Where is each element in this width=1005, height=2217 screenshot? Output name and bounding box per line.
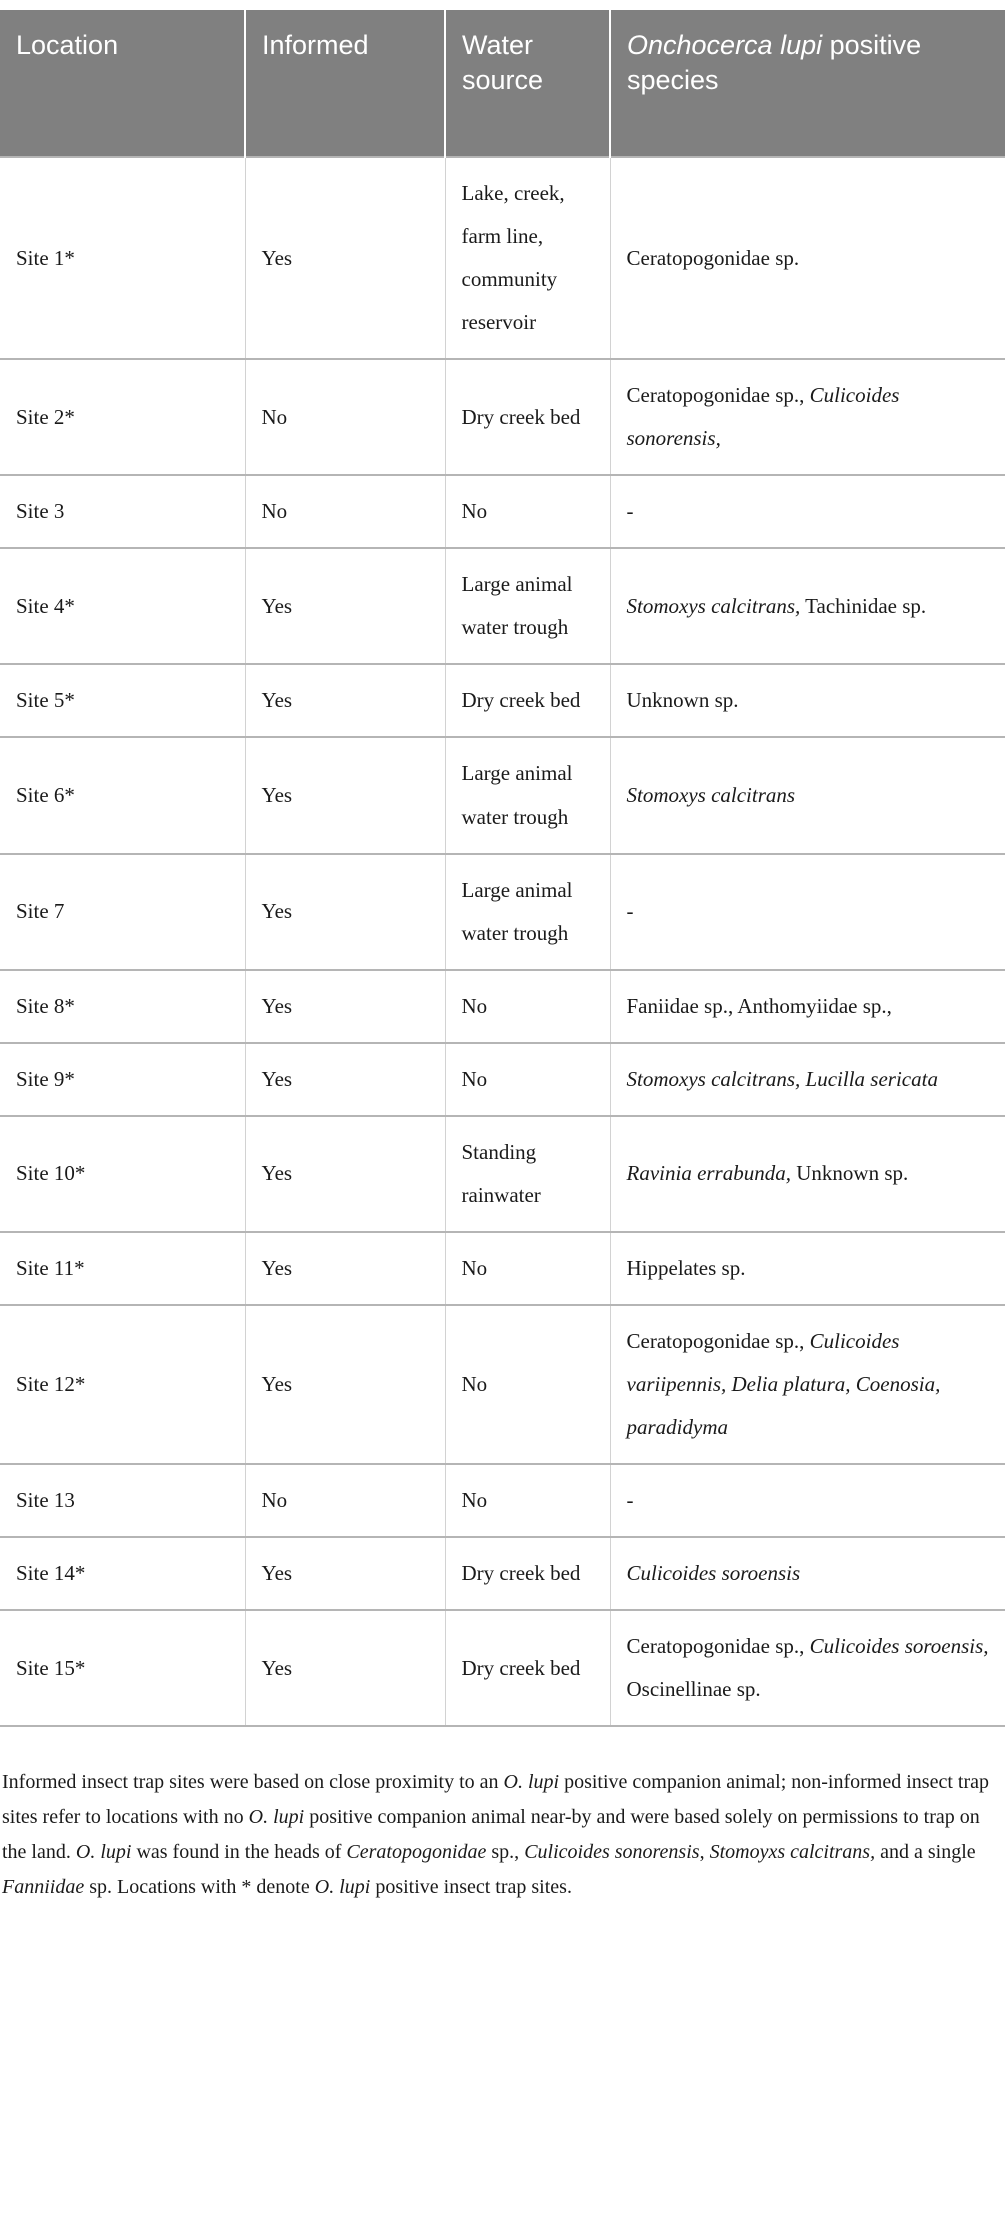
cell-water-source: Dry creek bed xyxy=(445,1537,610,1610)
table-row xyxy=(0,1116,1005,1232)
cell-informed: No xyxy=(245,359,445,475)
cell-informed: Yes xyxy=(245,1305,445,1464)
table-header xyxy=(0,10,1005,157)
cell-species: Hippelates sp. xyxy=(610,1232,1005,1305)
table-row xyxy=(0,359,1005,475)
cell-informed: Yes xyxy=(245,1043,445,1116)
cell-water-source: Dry creek bed xyxy=(445,1610,610,1726)
cell-informed: Yes xyxy=(245,854,445,970)
cell-informed: Yes xyxy=(245,157,445,359)
cell-location: Site 15* xyxy=(0,1610,245,1726)
cell-water-source: Large animal water trough xyxy=(445,854,610,970)
cell-water-source: Lake, creek, farm line, community reservoir xyxy=(445,157,610,359)
cell-location: Site 2* xyxy=(0,359,245,475)
cell-location: Site 6* xyxy=(0,737,245,853)
cell-water-source: No xyxy=(445,970,610,1043)
cell-location: Site 8* xyxy=(0,970,245,1043)
cell-informed: Yes xyxy=(245,1232,445,1305)
cell-species: Ceratopogonidae sp., Culicoides sonorensis, xyxy=(610,359,1005,475)
cell-informed: No xyxy=(245,475,445,548)
cell-location: Site 11* xyxy=(0,1232,245,1305)
table-row xyxy=(0,1305,1005,1464)
table-body xyxy=(0,157,1005,1726)
cell-informed: Yes xyxy=(245,1116,445,1232)
table-row xyxy=(0,854,1005,970)
cell-informed: Yes xyxy=(245,1610,445,1726)
cell-water-source: Standing rainwater xyxy=(445,1116,610,1232)
table-header-row xyxy=(0,10,1005,157)
cell-informed: Yes xyxy=(245,548,445,664)
table-row xyxy=(0,475,1005,548)
cell-water-source: No xyxy=(445,1305,610,1464)
cell-species: Stomoxys calcitrans xyxy=(610,737,1005,853)
table-row xyxy=(0,1610,1005,1726)
onchocerca-lupi-trap-site-table xyxy=(0,10,1005,1727)
table-caption: Informed insect trap sites were based on close proximity to an O. lupi positive companion animal; non-informed insect trap sites refer to locations with no O. lupi positive companion animal near-by and were based solely on permissions to trap on the land. O. lupi was found in the heads of Ceratopogonidae sp., Culicoides sonorensis, Stomoyxs calcitrans, and a single Fanniidae sp. Locations with * denote O. lupi positive insect trap sites. xyxy=(2,1771,989,1899)
cell-informed: Yes xyxy=(245,1537,445,1610)
cell-location: Site 10* xyxy=(0,1116,245,1232)
cell-water-source: Large animal water trough xyxy=(445,737,610,853)
column-header-water-source xyxy=(445,10,610,157)
table-row xyxy=(0,970,1005,1043)
cell-water-source: No xyxy=(445,475,610,548)
cell-location: Site 5* xyxy=(0,664,245,737)
cell-location: Site 1* xyxy=(0,157,245,359)
cell-water-source: Dry creek bed xyxy=(445,359,610,475)
cell-species: Unknown sp. xyxy=(610,664,1005,737)
cell-species: Ceratopogonidae sp., Culicoides soroensis, Oscinellinae sp. xyxy=(610,1610,1005,1726)
column-header-water-source-label: Water source xyxy=(462,30,544,95)
column-header-species xyxy=(610,10,1005,157)
cell-informed: Yes xyxy=(245,664,445,737)
cell-location: Site 9* xyxy=(0,1043,245,1116)
table-row xyxy=(0,737,1005,853)
cell-water-source: Dry creek bed xyxy=(445,664,610,737)
cell-informed: Yes xyxy=(245,737,445,853)
table-row xyxy=(0,548,1005,664)
cell-species: Culicoides soroensis xyxy=(610,1537,1005,1610)
cell-species: - xyxy=(610,854,1005,970)
table-row xyxy=(0,1043,1005,1116)
cell-species: Stomoxys calcitrans, Tachinidae sp. xyxy=(610,548,1005,664)
column-header-species-genus: Onchocerca lupi xyxy=(627,30,823,60)
column-header-location xyxy=(0,10,245,157)
cell-location: Site 3 xyxy=(0,475,245,548)
table-row xyxy=(0,1232,1005,1305)
cell-water-source: No xyxy=(445,1464,610,1537)
cell-water-source: No xyxy=(445,1043,610,1116)
cell-species: Faniidae sp., Anthomyiidae sp., xyxy=(610,970,1005,1043)
cell-species: Stomoxys calcitrans, Lucilla sericata xyxy=(610,1043,1005,1116)
table-row xyxy=(0,157,1005,359)
cell-species: Ceratopogonidae sp., Culicoides variipennis, Delia platura, Coenosia, paradidyma xyxy=(610,1305,1005,1464)
cell-location: Site 13 xyxy=(0,1464,245,1537)
cell-informed: No xyxy=(245,1464,445,1537)
column-header-location-label: Location xyxy=(16,30,119,60)
cell-location: Site 12* xyxy=(0,1305,245,1464)
table-row xyxy=(0,664,1005,737)
cell-location: Site 14* xyxy=(0,1537,245,1610)
table-row xyxy=(0,1537,1005,1610)
cell-species: - xyxy=(610,475,1005,548)
cell-location: Site 7 xyxy=(0,854,245,970)
column-header-informed xyxy=(245,10,445,157)
cell-informed: Yes xyxy=(245,970,445,1043)
column-header-informed-label: Informed xyxy=(262,30,369,60)
column-header-species-suffix: positive species xyxy=(627,30,922,95)
cell-water-source: No xyxy=(445,1232,610,1305)
cell-species: - xyxy=(610,1464,1005,1537)
cell-species: Ravinia errabunda, Unknown sp. xyxy=(610,1116,1005,1232)
table-row xyxy=(0,1464,1005,1537)
cell-species: Ceratopogonidae sp. xyxy=(610,157,1005,359)
cell-water-source: Large animal water trough xyxy=(445,548,610,664)
cell-location: Site 4* xyxy=(0,548,245,664)
